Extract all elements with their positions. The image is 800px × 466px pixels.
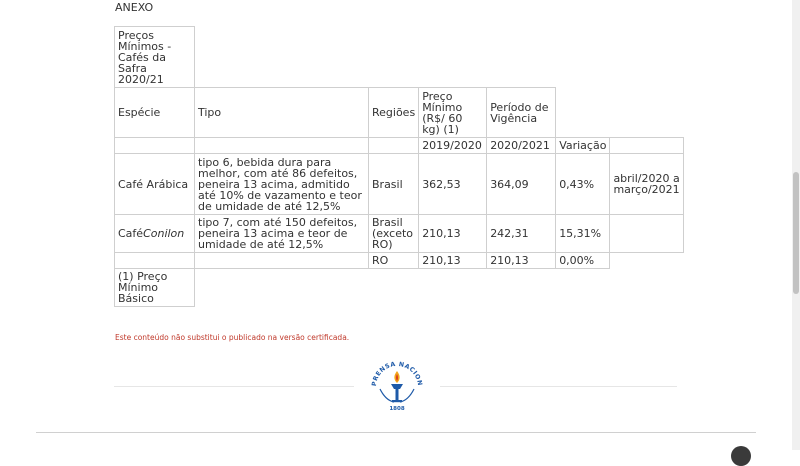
cell-regiao: RO xyxy=(369,253,419,269)
cell-periodo xyxy=(610,215,684,253)
svg-text:IMPRENSA NACIONAL xyxy=(366,357,423,387)
especie-italic: Conilon xyxy=(143,227,185,240)
cell-preco-2019-2020: 210,13 xyxy=(419,215,487,253)
header-periodo-vigencia: Período de Vigência xyxy=(487,88,556,138)
table-row xyxy=(115,154,684,215)
table-row xyxy=(115,215,684,253)
cell-periodo: abril/2020 a março/2021 xyxy=(610,154,684,215)
subheader-empty xyxy=(195,138,369,154)
header-regioes: Regiões xyxy=(369,88,419,138)
divider-left xyxy=(114,386,354,387)
cell-especie xyxy=(115,253,195,269)
torch-icon xyxy=(380,371,414,402)
disclaimer-text: Este conteúdo não substitui o publicado na versão certificada. xyxy=(115,333,350,342)
logo-year: 1808 xyxy=(389,406,405,412)
especie-prefix: Café xyxy=(118,227,144,240)
table-row xyxy=(115,253,684,269)
minimum-prices-table xyxy=(114,26,684,307)
divider-right xyxy=(440,386,677,387)
cell-tipo: tipo 6, bebida dura para melhor, com até 86 defeitos, peneira 13 acima, admitido até 10% de vazamento e teor de umidade de até 12,5% xyxy=(195,154,369,215)
subheader-empty xyxy=(610,138,684,154)
annex-title: ANEXO xyxy=(115,1,154,14)
table-caption: Preços Mínimos - Cafés da Safra 2020/21 xyxy=(115,27,195,88)
cell-especie: Café Arábica xyxy=(115,154,195,215)
cell-regiao: Brasil (exceto RO) xyxy=(369,215,419,253)
cell-preco-2019-2020: 362,53 xyxy=(419,154,487,215)
subheader-empty xyxy=(115,138,195,154)
subheader-variacao: Variação xyxy=(556,138,610,154)
header-tipo: Tipo xyxy=(195,88,369,138)
header-preco-minimo: Preço Mínimo (R$/ 60 kg) (1) xyxy=(419,88,487,138)
cell-variacao: 15,31% xyxy=(556,215,610,253)
subheader-empty xyxy=(369,138,419,154)
cell-preco-2020-2021: 242,31 xyxy=(487,215,556,253)
cell-regiao: Brasil xyxy=(369,154,419,215)
cell-tipo xyxy=(195,253,369,269)
scrollbar-thumb[interactable] xyxy=(793,172,799,294)
floating-button[interactable] xyxy=(731,446,751,466)
scrollbar[interactable] xyxy=(792,0,800,450)
header-especie: Espécie xyxy=(115,88,195,138)
cell-preco-2020-2021: 210,13 xyxy=(487,253,556,269)
subheader-2019-2020: 2019/2020 xyxy=(419,138,487,154)
cell-especie xyxy=(115,215,195,253)
cell-preco-2019-2020: 210,13 xyxy=(419,253,487,269)
cell-variacao: 0,43% xyxy=(556,154,610,215)
imprensa-nacional-logo[interactable] xyxy=(366,357,428,413)
cell-variacao: 0,00% xyxy=(556,253,610,269)
subheader-2020-2021: 2020/2021 xyxy=(487,138,556,154)
table-footnote: (1) Preço Mínimo Básico xyxy=(115,269,195,307)
cell-preco-2020-2021: 364,09 xyxy=(487,154,556,215)
cell-tipo: tipo 7, com até 150 defeitos, peneira 13 acima e teor de umidade de até 12,5% xyxy=(195,215,369,253)
footer-divider xyxy=(36,432,756,433)
logo-text: PRENSA NACION xyxy=(370,360,424,387)
